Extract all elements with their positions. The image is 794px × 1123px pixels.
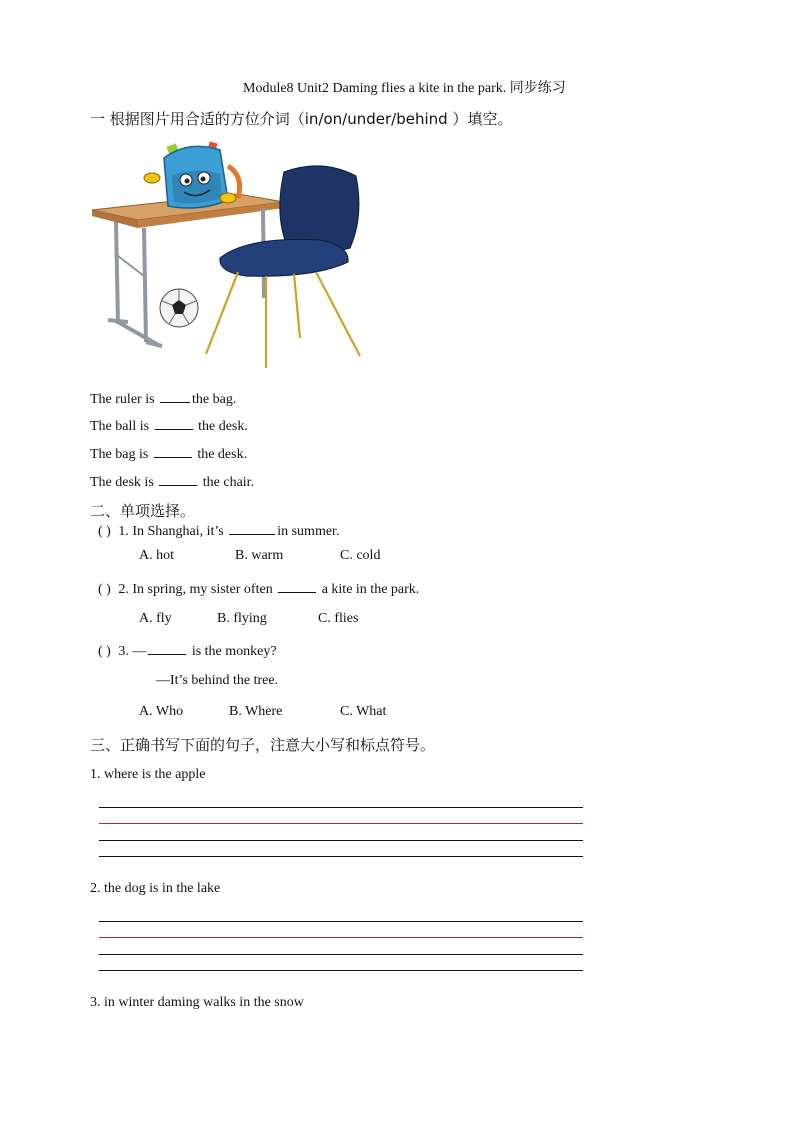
page-title: Module8 Unit2 Daming flies a kite in the park. 同步练习 xyxy=(243,81,566,96)
q3-option-b[interactable]: B. Where xyxy=(229,704,283,719)
answer-paren[interactable]: ( ) xyxy=(98,582,111,597)
rewrite-item-3: 3. in winter daming walks in the snow xyxy=(90,995,304,1010)
q3-option-a[interactable]: A. Who xyxy=(139,704,184,719)
answer-blank[interactable] xyxy=(154,445,192,458)
question-2: ( ) 2. In spring, my sister often a kite in the park. xyxy=(98,582,420,597)
q3-option-c[interactable]: C. What xyxy=(340,704,387,719)
rewrite-item-1: 1. where is the apple xyxy=(90,767,206,782)
fill-sentence-4: The desk is the chair. xyxy=(90,475,255,490)
writing-line-red[interactable] xyxy=(99,823,583,824)
fill-sentence-2: The ball is the desk. xyxy=(90,419,248,434)
q1-option-c[interactable]: C. cold xyxy=(340,548,381,563)
soccer-ball xyxy=(160,289,198,327)
fill-sentence-1: The ruler is the bag. xyxy=(90,392,237,407)
schoolbag xyxy=(144,141,240,208)
q1-option-a[interactable]: A. hot xyxy=(139,548,174,563)
rewrite-item-2: 2. the dog is in the lake xyxy=(90,881,221,896)
question-3: ( ) 3. — is the monkey? xyxy=(98,644,277,659)
writing-line[interactable] xyxy=(99,856,583,857)
answer-blank[interactable] xyxy=(155,417,193,430)
answer-blank[interactable] xyxy=(229,522,275,535)
section3-heading: 三、正确书写下面的句子，注意大小写和标点符号。 xyxy=(90,736,436,754)
answer-paren[interactable]: ( ) xyxy=(98,644,111,659)
answer-paren[interactable]: ( ) xyxy=(98,524,111,539)
section2-heading: 二、单项选择。 xyxy=(90,502,196,520)
fill-sentence-3: The bag is the desk. xyxy=(90,447,248,462)
writing-line[interactable] xyxy=(99,921,583,922)
writing-line[interactable] xyxy=(99,954,583,955)
writing-line[interactable] xyxy=(99,840,583,841)
answer-blank[interactable] xyxy=(278,580,316,593)
q2-option-c[interactable]: C. flies xyxy=(318,611,359,626)
q1-option-b[interactable]: B. warm xyxy=(235,548,284,563)
writing-line[interactable] xyxy=(99,970,583,971)
writing-line-red[interactable] xyxy=(99,937,583,938)
answer-blank[interactable] xyxy=(159,473,197,486)
section1-heading: 一 根据图片用合适的方位介词（in/on/under/behind ）填空。 xyxy=(90,110,513,128)
q2-option-a[interactable]: A. fly xyxy=(139,611,172,626)
q3-answer-line: —It’s behind the tree. xyxy=(156,673,279,688)
chair-legs xyxy=(206,272,360,368)
writing-line[interactable] xyxy=(99,807,583,808)
q2-option-b[interactable]: B. flying xyxy=(217,611,267,626)
desk-chair-illustration xyxy=(88,136,368,376)
question-1: ( ) 1. In Shanghai, it’s in summer. xyxy=(98,524,340,539)
answer-blank[interactable] xyxy=(148,642,186,655)
answer-blank[interactable] xyxy=(160,390,190,403)
